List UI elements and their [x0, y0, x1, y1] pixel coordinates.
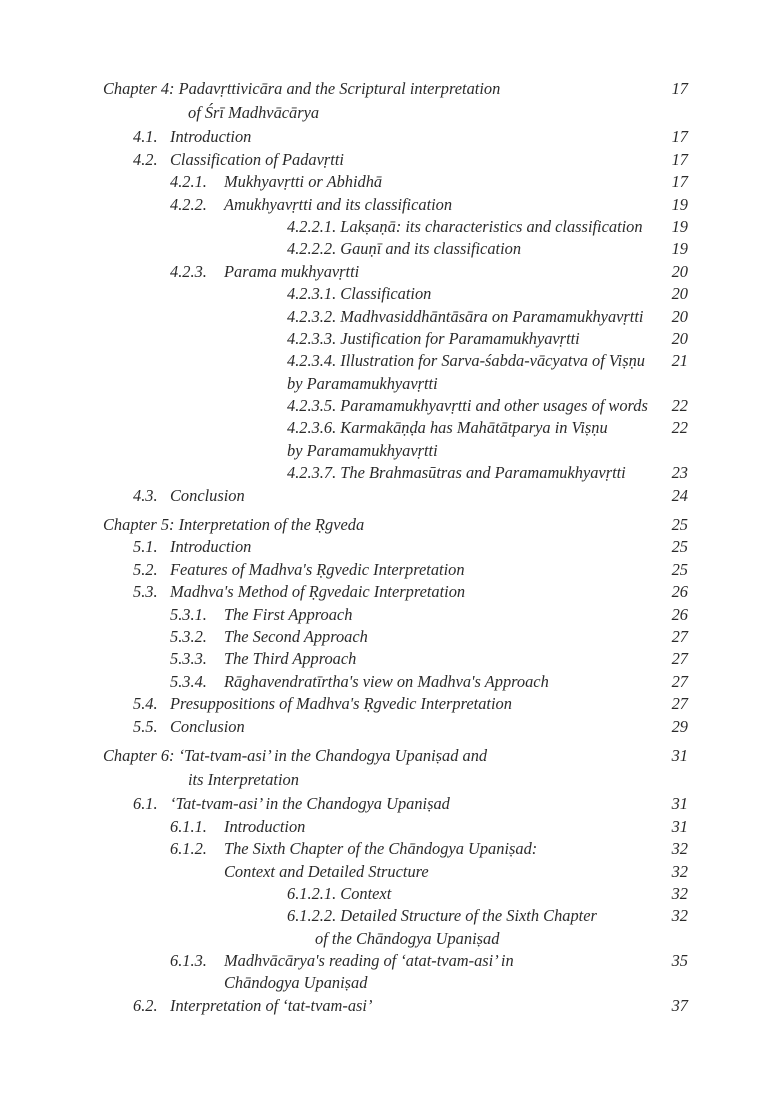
- toc-line: [0, 171, 780, 193]
- toc-line: [0, 745, 780, 767]
- section-number: 6.1.3.: [170, 951, 207, 971]
- section-title: Madhva's Method of Ṛgvedaic Interpretation: [170, 582, 466, 602]
- page-number: 17: [671, 79, 688, 98]
- toc-line: [0, 838, 780, 860]
- toc-line: [0, 216, 780, 238]
- toc-entry: [0, 559, 780, 581]
- toc-entry: [0, 194, 780, 216]
- toc-line: [0, 793, 780, 815]
- toc-line: [0, 261, 780, 283]
- page-number: 32: [671, 839, 688, 859]
- section-number: 6.1.: [133, 794, 158, 814]
- toc-entry: [0, 648, 780, 670]
- section-title: 6.1.2.1. Context: [287, 883, 392, 903]
- section-title: Introduction: [224, 816, 306, 836]
- section-title: Presuppositions of Madhva's Ṛgvedic Interpretation: [170, 694, 512, 714]
- page-number: 27: [671, 626, 688, 646]
- page-number: 20: [671, 284, 688, 304]
- section-title: 4.2.2.2. Gauṇī and its classification: [287, 239, 522, 259]
- section-number: 5.5.: [133, 716, 158, 736]
- page-number: 20: [671, 328, 688, 348]
- page-number: 31: [671, 745, 688, 765]
- section-title: Introduction: [170, 127, 252, 147]
- section-number: 4.1.: [133, 127, 158, 147]
- toc-line: [0, 995, 780, 1017]
- table-of-contents: [0, 78, 780, 1017]
- section-number: 5.2.: [133, 559, 158, 579]
- section-title: The First Approach: [224, 604, 353, 624]
- toc-entry: [0, 604, 780, 626]
- page-number: 17: [671, 127, 688, 147]
- toc-entry: [0, 126, 780, 148]
- page-number: 32: [671, 906, 688, 926]
- page-number: 25: [671, 515, 688, 535]
- toc-entry: [0, 950, 780, 995]
- page-number: 37: [671, 995, 688, 1015]
- toc-line: [0, 716, 780, 738]
- toc-chapter-entry: [0, 78, 780, 126]
- section-title: The Third Approach: [224, 649, 357, 669]
- toc-line: [0, 350, 780, 372]
- section-title: Chapter 4: Padavṛttivicāra and the Scriptural interpretation: [103, 79, 501, 98]
- toc-entry: [0, 536, 780, 558]
- section-number: 6.1.2.: [170, 839, 207, 859]
- toc-line: [0, 417, 780, 439]
- section-number: 4.3.: [133, 485, 158, 505]
- toc-entry: [0, 261, 780, 283]
- toc-line: [0, 671, 780, 693]
- toc-line: [0, 126, 780, 148]
- page-number: 25: [671, 537, 688, 557]
- toc-line: [0, 283, 780, 305]
- section-title: 4.2.3.5. Paramamukhyavṛtti and other usages of words: [287, 396, 648, 416]
- toc-line: [0, 883, 780, 905]
- section-number: 4.2.3.: [170, 261, 207, 281]
- toc-entry: [0, 626, 780, 648]
- section-title: 4.2.3.3. Justification for Paramamukhyavṛtti: [287, 328, 580, 348]
- toc-entry: [0, 883, 780, 905]
- page-number: 32: [671, 861, 688, 881]
- page-number: 17: [671, 149, 688, 169]
- toc-line: [0, 149, 780, 171]
- section-title: Conclusion: [170, 716, 245, 736]
- page-number: 22: [671, 396, 688, 416]
- page-number: 29: [671, 716, 688, 736]
- toc-line: [0, 373, 780, 395]
- page-number: 27: [671, 649, 688, 669]
- toc-entry: [0, 149, 780, 171]
- section-title: 4.2.3.7. The Brahmasūtras and Paramamukhyavṛtti: [287, 463, 626, 483]
- page-number: 25: [671, 559, 688, 579]
- toc-line: [0, 194, 780, 216]
- section-number: 5.4.: [133, 694, 158, 714]
- toc-entry: [0, 485, 780, 507]
- page-number: 31: [671, 794, 688, 814]
- section-title: ‘Tat-tvam-asi’ in the Chandogya Upaniṣad: [170, 794, 450, 814]
- section-title: by Paramamukhyavṛtti: [287, 440, 438, 460]
- toc-entry: [0, 816, 780, 838]
- page-number: 19: [671, 194, 688, 214]
- toc-line: [0, 581, 780, 603]
- page-number: 21: [671, 351, 688, 371]
- section-title: Conclusion: [170, 485, 245, 505]
- toc-entry: [0, 216, 780, 238]
- toc-chapter-entry: [0, 745, 780, 793]
- toc-line: [0, 78, 780, 100]
- page-number: 26: [671, 582, 688, 602]
- section-title: 6.1.2.2. Detailed Structure of the Sixth Chapter: [287, 906, 597, 926]
- toc-entry: [0, 395, 780, 417]
- toc-line: [0, 648, 780, 670]
- toc-line: [0, 950, 780, 972]
- section-number: 5.3.2.: [170, 626, 207, 646]
- section-title: The Sixth Chapter of the Chāndogya Upaniṣad:: [224, 839, 538, 859]
- page-number: 31: [671, 816, 688, 836]
- section-number: 5.3.3.: [170, 649, 207, 669]
- toc-line: [0, 626, 780, 648]
- toc-entry: [0, 462, 780, 484]
- toc-entry: [0, 238, 780, 260]
- toc-entry: [0, 581, 780, 603]
- toc-entry: [0, 716, 780, 738]
- toc-entry: [0, 693, 780, 715]
- toc-line: [0, 905, 780, 927]
- toc-chapter-entry: [0, 514, 780, 536]
- toc-entry: [0, 671, 780, 693]
- section-title: Classification of Padavṛtti: [170, 149, 344, 169]
- toc-line: [0, 100, 780, 126]
- section-number: 5.3.1.: [170, 604, 207, 624]
- page-number: 26: [671, 604, 688, 624]
- section-number: 4.2.1.: [170, 172, 207, 192]
- section-title: Rāghavendratīrtha's view on Madhva's Approach: [224, 671, 549, 691]
- page-number: 24: [671, 485, 688, 505]
- section-number: 6.2.: [133, 995, 158, 1015]
- toc-line: [0, 328, 780, 350]
- section-title: Chāndogya Upaniṣad: [224, 973, 368, 993]
- page-number: 35: [671, 951, 688, 971]
- section-title: Introduction: [170, 537, 252, 557]
- toc-line: [0, 928, 780, 950]
- section-number: 4.2.2.: [170, 194, 207, 214]
- section-title: Parama mukhyavṛtti: [224, 261, 360, 281]
- toc-entry: [0, 905, 780, 950]
- toc-entry: [0, 306, 780, 328]
- page-number: 20: [671, 306, 688, 326]
- toc-line: [0, 767, 780, 793]
- section-title: Amukhyavṛtti and its classification: [224, 194, 453, 214]
- page-number: 20: [671, 261, 688, 281]
- toc-entry: [0, 995, 780, 1017]
- section-title: Mukhyavṛtti or Abhidhā: [224, 172, 383, 192]
- toc-line: [0, 306, 780, 328]
- page-number: 19: [671, 239, 688, 259]
- page-number: 23: [671, 463, 688, 483]
- toc-line: [0, 604, 780, 626]
- toc-line: [0, 559, 780, 581]
- toc-line: [0, 536, 780, 558]
- section-title: of Śrī Madhvācārya: [188, 103, 320, 123]
- section-number: 4.2.: [133, 149, 158, 169]
- section-number: 5.3.4.: [170, 671, 207, 691]
- toc-entry: [0, 838, 780, 883]
- section-title: Chapter 6: ‘Tat-tvam-asi’ in the Chandogya Upaniṣad and: [103, 745, 488, 765]
- toc-entry: [0, 793, 780, 815]
- section-title: 4.2.3.2. Madhvasiddhāntāsāra on Paramamukhyavṛtti: [287, 306, 644, 326]
- toc-line: [0, 440, 780, 462]
- section-title: Features of Madhva's Ṛgvedic Interpretation: [170, 559, 465, 579]
- section-title: Chapter 5: Interpretation of the Ṛgveda: [103, 515, 365, 535]
- page-number: 17: [671, 172, 688, 192]
- page-number: 27: [671, 671, 688, 691]
- section-title: 4.2.3.6. Karmakāṇḍa has Mahātātparya in Viṣṇu: [287, 418, 608, 438]
- toc-entry: [0, 283, 780, 305]
- toc-line: [0, 816, 780, 838]
- page-number: 27: [671, 694, 688, 714]
- page-number: 19: [671, 216, 688, 236]
- section-number: 5.3.: [133, 582, 158, 602]
- toc-entry: [0, 328, 780, 350]
- page-number: 32: [671, 883, 688, 903]
- toc-line: [0, 861, 780, 883]
- section-title: Interpretation of ‘tat-tvam-asi’: [170, 995, 373, 1015]
- toc-line: [0, 238, 780, 260]
- section-number: 6.1.1.: [170, 816, 207, 836]
- section-title: 4.2.3.4. Illustration for Sarva-śabda-vācyatva of Viṣṇu: [287, 351, 645, 371]
- section-title: by Paramamukhyavṛtti: [287, 373, 438, 393]
- section-title: The Second Approach: [224, 626, 368, 646]
- toc-entry: [0, 171, 780, 193]
- toc-line: [0, 485, 780, 507]
- toc-line: [0, 395, 780, 417]
- section-title: 4.2.2.1. Lakṣaṇā: its characteristics and classification: [287, 216, 643, 236]
- toc-entry: [0, 350, 780, 395]
- section-title: Madhvācārya's reading of ‘atat-tvam-asi’ in: [224, 951, 514, 971]
- toc-line: [0, 514, 780, 536]
- toc-line: [0, 462, 780, 484]
- toc-line: [0, 972, 780, 994]
- section-number: 5.1.: [133, 537, 158, 557]
- toc-line: [0, 693, 780, 715]
- page-number: 22: [671, 418, 688, 438]
- section-title: of the Chāndogya Upaniṣad: [315, 928, 500, 948]
- toc-entry: [0, 417, 780, 462]
- section-title: Context and Detailed Structure: [224, 861, 429, 881]
- section-title: its Interpretation: [188, 770, 299, 790]
- section-title: 4.2.3.1. Classification: [287, 284, 432, 304]
